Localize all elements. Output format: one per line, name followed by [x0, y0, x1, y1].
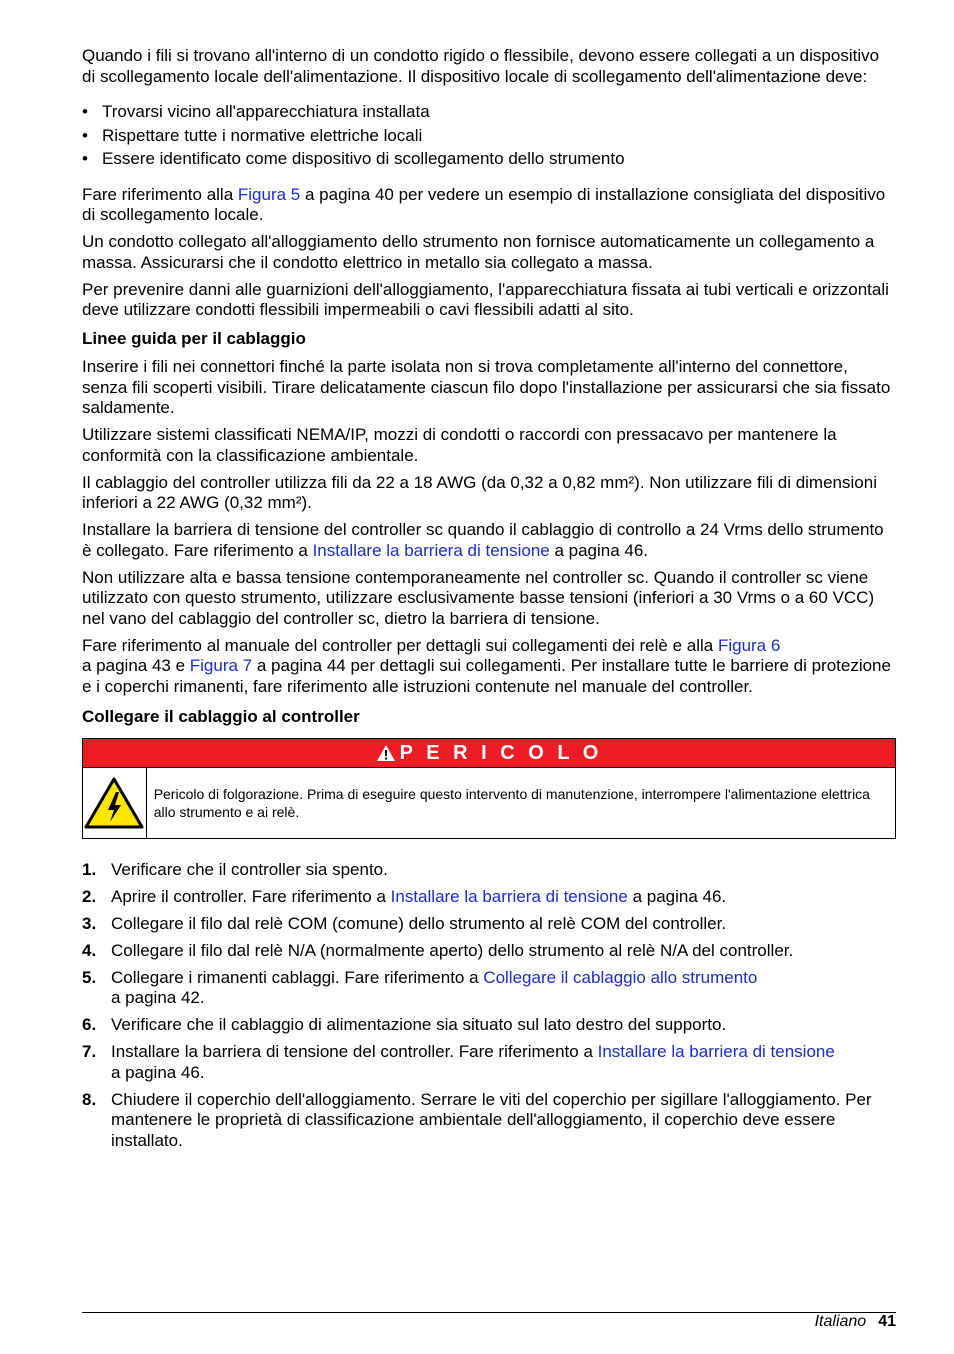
figura-5-link[interactable]: Figura 5 [237, 184, 301, 204]
step-item [82, 968, 896, 1009]
list-item-text: Rispettare tutte i normative elettriche locali [102, 125, 423, 145]
step-text: a pagina 42. [111, 988, 205, 1007]
instrument-wiring-link[interactable]: Collegare il cablaggio allo strumento [483, 967, 758, 987]
footer-language: Italiano [814, 1313, 867, 1330]
paragraph-text: Fare riferimento al manuale del controller per dettagli sui collegamenti dei relè e alla [82, 635, 718, 655]
step-text: Aprire il controller. Fare riferimento a [111, 886, 391, 906]
list-item-text: Trovarsi vicino all'apparecchiatura installata [102, 102, 430, 121]
page-number: 41 [878, 1313, 896, 1330]
step-item [82, 887, 896, 908]
barrier-link[interactable]: Installare la barriera di tensione [312, 540, 550, 560]
step-number: 6. [82, 1015, 97, 1034]
list-item [82, 102, 896, 123]
step-item [82, 1015, 896, 1036]
step-number: 4. [82, 940, 97, 960]
step-item [82, 914, 896, 935]
danger-title: P E R I C O L O [399, 741, 603, 764]
bullet-marker: • [82, 149, 88, 168]
document-page [82, 46, 896, 1158]
warning-triangle-icon [376, 744, 396, 762]
wiring-paragraph-6 [82, 636, 896, 698]
electrical-hazard-icon [83, 776, 145, 830]
danger-text: Pericolo di folgorazione. Prima di eseguire questo intervento di manutenzione, interrompere l'alimentazione elettrica allo strumento e ai relè. [153, 785, 870, 820]
paragraph-text: a pagina 43 e [82, 656, 190, 675]
requirements-list [82, 102, 896, 170]
step-number: 5. [82, 967, 97, 987]
paragraph-text: a pagina 40 per vedere un esempio di installazione consigliata del dispositivo di scollegamento locale. [82, 184, 886, 224]
wiring-paragraph-2: Utilizzare sistemi classificati NEMA/IP, mozzi di condotti o raccordi con pressacavo per mantenere la conformità con la classificazione ambientale. [82, 425, 837, 465]
step-text: Chiudere il coperchio dell'alloggiamento. Serrare le viti del coperchio per sigillare l'alloggiamento. Per mantenere le proprietà di classificazione ambientale dell'alloggiamento, il coperchio deve essere installato. [111, 1089, 872, 1150]
section-heading-connect-controller: Collegare il cablaggio al controller [82, 707, 360, 726]
list-item [82, 126, 896, 147]
step-number: 8. [82, 1089, 97, 1109]
bullet-marker: • [82, 125, 88, 145]
list-item-text: Essere identificato come dispositivo di scollegamento dello strumento [102, 149, 625, 168]
figura-6-link[interactable]: Figura 6 [717, 635, 781, 655]
footer-divider [82, 1312, 896, 1313]
grounding-paragraph: Un condotto collegato all'alloggiamento dello strumento non fornisce automaticamente un collegamento a massa. Assicurarsi che il condotto elettrico in metallo sia collegato a massa. [82, 232, 875, 272]
step-item [82, 1042, 896, 1083]
bullet-marker: • [82, 102, 88, 121]
section-heading-wiring-guidelines: Linee guida per il cablaggio [82, 328, 306, 348]
step-item [82, 1090, 896, 1152]
paragraph-text: Installare la barriera di tensione del controller sc quando il cablaggio di controllo a 24 Vrms dello strumento è collegato. Fare riferimento a [82, 520, 884, 560]
danger-box [82, 738, 896, 839]
step-item [82, 941, 896, 962]
list-item [82, 149, 896, 170]
intro-paragraph: Quando i fili si trovano all'interno di un condotto rigido o flessibile, devono essere collegati a un dispositivo di scollegamento locale dell'alimentazione. Il dispositivo locale di scollegamento dell'alimentazione deve: [82, 46, 880, 86]
procedure-steps [82, 860, 896, 1152]
step-text: a pagina 46. [111, 1062, 205, 1082]
page-footer [815, 1312, 896, 1332]
wiring-paragraph-1: Inserire i fili nei connettori finché la parte isolata non si trova completamente all'interno del connettore, senza fili scoperti visibili. Tirare delicatamente ciascun filo dopo l'installazione per assicurarsi che sia fissato saldamente. [82, 357, 891, 417]
paragraph-text: Fare riferimento alla [82, 184, 238, 204]
step-text: a pagina 46. [627, 886, 727, 906]
step-item [82, 860, 896, 881]
danger-header [83, 739, 895, 768]
step-text: Collegare il filo dal relè N/A (normalmente aperto) dello strumento al relè N/A del controller. [111, 940, 794, 960]
wiring-paragraph-3: Il cablaggio del controller utilizza fili da 22 a 18 AWG (da 0,32 a 0,82 mm²). Non utilizzare fili di dimensioni inferiori a 22 AWG (0,32 mm²). [82, 472, 877, 512]
danger-icon-cell [83, 768, 147, 838]
step-text: Installare la barriera di tensione del controller. Fare riferimento a [111, 1042, 598, 1061]
step-text: Collegare i rimanenti cablaggi. Fare riferimento a [111, 967, 484, 987]
conduit-paragraph: Per prevenire danni alle guarnizioni dell'alloggiamento, l'apparecchiatura fissata ai tubi verticali e orizzontali deve utilizzare condotti flessibili impermeabili o cavi flessibili adatti al sito. [82, 279, 889, 319]
step-number: 7. [82, 1042, 97, 1061]
wiring-paragraph-4 [82, 520, 896, 561]
step-text: Verificare che il controller sia spento. [111, 859, 388, 879]
step-text: Verificare che il cablaggio di alimentazione sia situato sul lato destro del supporto. [111, 1015, 727, 1034]
step-text: Collegare il filo dal relè COM (comune) dello strumento al relè COM del controller. [111, 913, 727, 933]
figura-7-link[interactable]: Figura 7 [189, 656, 253, 675]
wiring-paragraph-5: Non utilizzare alta e bassa tensione contemporaneamente nel controller sc. Quando il controller sc viene utilizzato con questo strumento, utilizzare esclusivamente basse tensioni (inferiori a 30 Vrms o a 60 VCC) nel vano del cablaggio del controller sc, dietro la barriera di tensione. [82, 567, 875, 628]
step-number: 2. [82, 886, 97, 906]
step-number: 3. [82, 913, 97, 933]
danger-body [83, 768, 895, 838]
figure-reference-paragraph [82, 185, 896, 226]
barrier-link[interactable]: Installare la barriera di tensione [597, 1042, 835, 1061]
barrier-link[interactable]: Installare la barriera di tensione [390, 886, 628, 906]
step-number: 1. [82, 859, 97, 879]
paragraph-text: a pagina 46. [549, 540, 649, 560]
paragraph-text: a pagina 44 per dettagli sui collegamenti. Per installare tutte le barriere di protezione e i coperchi rimanenti, fare riferimento alle istruzioni contenute nel manuale del controller. [82, 656, 891, 696]
